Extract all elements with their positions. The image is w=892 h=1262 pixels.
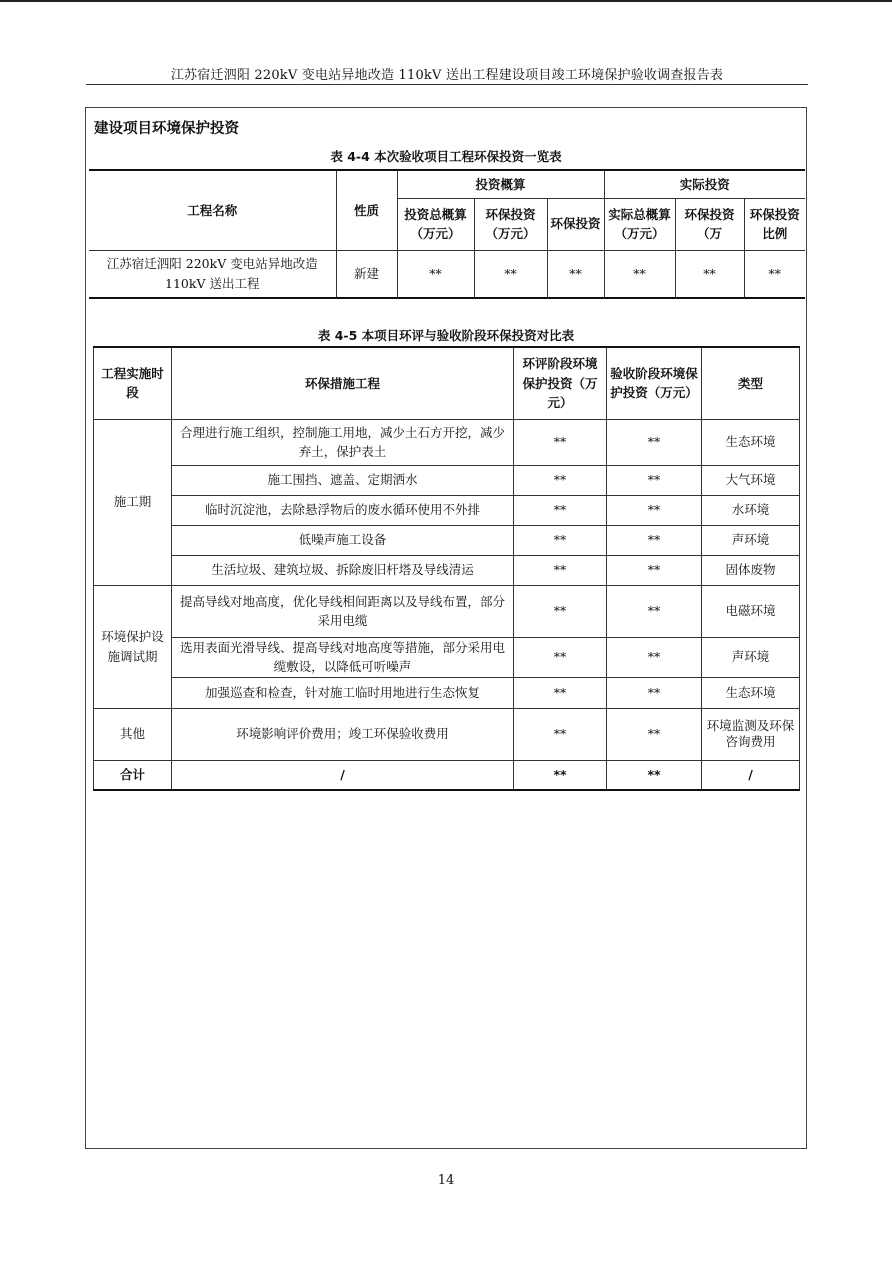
header-actual-total: 实际总概算（万元） [604, 198, 675, 250]
measure-cell: 临时沉淀池，去除悬浮物后的废水循环使用不外排 [172, 495, 514, 525]
header-actual-ratio: 环保投资比例 [744, 198, 805, 250]
eia-cell: ** [514, 419, 607, 465]
measure-cell: 生活垃圾、建筑垃圾、拆除废旧杆塔及导线清运 [172, 555, 514, 585]
type-cell: 声环境 [702, 525, 800, 555]
header-actual-investment: 实际投资 [604, 170, 805, 198]
eia-cell: ** [514, 465, 607, 495]
value-cell: ** [397, 250, 474, 298]
eia-cell: ** [514, 708, 607, 760]
type-cell: 大气环境 [702, 465, 800, 495]
acceptance-cell: ** [607, 419, 702, 465]
total-measure-cell: / [172, 760, 514, 790]
measure-cell: 加强巡查和检查，针对施工临时用地进行生态恢复 [172, 677, 514, 708]
type-cell: 声环境 [702, 637, 800, 677]
measure-cell: 提高导线对地高度，优化导线相间距离以及导线布置，部分采用电缆 [172, 585, 514, 637]
total-acceptance-cell: ** [607, 760, 702, 790]
table-row [94, 637, 800, 677]
top-border-line [0, 0, 892, 2]
type-cell: 水环境 [702, 495, 800, 525]
table-row [94, 495, 800, 525]
type-cell: 固体废物 [702, 555, 800, 585]
header-type: 类型 [702, 347, 800, 419]
eia-cell: ** [514, 555, 607, 585]
acceptance-cell: ** [607, 637, 702, 677]
table-4-4-caption: 表 4-4 本次验收项目工程环保投资一览表 [330, 149, 562, 164]
total-eia-cell: ** [514, 760, 607, 790]
project-name-cell: 江苏宿迁泗阳 220kV 变电站异地改造 110kV 送出工程 [89, 250, 336, 298]
value-cell: ** [675, 250, 744, 298]
acceptance-cell: ** [607, 525, 702, 555]
header-measure: 环保措施工程 [172, 347, 514, 419]
type-cell: 环境监测及环保咨询费用 [702, 708, 800, 760]
header-budget-estimate: 投资概算 [397, 170, 604, 198]
type-cell: 生态环境 [702, 677, 800, 708]
header-project-name: 工程名称 [89, 170, 336, 250]
table-4-4 [89, 169, 805, 299]
total-label: 合计 [94, 760, 172, 790]
value-cell: ** [744, 250, 805, 298]
type-cell: 生态环境 [702, 419, 800, 465]
table-row [94, 708, 800, 760]
acceptance-cell: ** [607, 465, 702, 495]
phase-cell: 环境保护设施调试期 [94, 585, 172, 708]
header-budget-env-short: 环保投资 [547, 198, 604, 250]
table-4-5-caption: 表 4-5 本项目环评与验收阶段环保投资对比表 [317, 328, 575, 343]
eia-cell: ** [514, 525, 607, 555]
eia-cell: ** [514, 585, 607, 637]
value-cell: ** [604, 250, 675, 298]
type-cell: 电磁环境 [702, 585, 800, 637]
value-cell: ** [474, 250, 547, 298]
table-row [94, 585, 800, 637]
header-nature: 性质 [336, 170, 397, 250]
section-title: 建设项目环境保护投资 [94, 121, 239, 137]
header-actual-env: 环保投资（万 [675, 198, 744, 250]
table-row [94, 677, 800, 708]
measure-cell: 施工围挡、遮盖、定期洒水 [172, 465, 514, 495]
value-cell: ** [547, 250, 604, 298]
table-row [94, 465, 800, 495]
total-type-cell: / [702, 760, 800, 790]
header-phase: 工程实施时段 [94, 347, 172, 419]
header-acceptance-investment: 验收阶段环境保护投资（万元） [607, 347, 702, 419]
table-row [94, 525, 800, 555]
measure-cell: 环境影响评价费用；竣工环保验收费用 [172, 708, 514, 760]
page-number: 14 [437, 1173, 455, 1188]
header-budget-total: 投资总概算（万元） [397, 198, 474, 250]
measure-cell: 合理进行施工组织，控制施工用地，减少土石方开挖，减少弃土，保护表土 [172, 419, 514, 465]
eia-cell: ** [514, 637, 607, 677]
phase-cell: 其他 [94, 708, 172, 760]
acceptance-cell: ** [607, 585, 702, 637]
table-row [94, 555, 800, 585]
phase-cell: 施工期 [94, 419, 172, 585]
eia-cell: ** [514, 677, 607, 708]
table-4-5 [93, 346, 800, 791]
header-budget-env: 环保投资（万元） [474, 198, 547, 250]
header-rule [86, 84, 808, 85]
table-row [89, 250, 805, 298]
running-header: 江苏宿迁泗阳 220kV 变电站异地改造 110kV 送出工程建设项目竣工环境保护验收调查报告表 [170, 68, 724, 83]
measure-cell: 选用表面光滑导线、提高导线对地高度等措施，部分采用电缆敷设，以降低可听噪声 [172, 637, 514, 677]
header-eia-investment: 环评阶段环境保护投资（万元） [514, 347, 607, 419]
nature-cell: 新建 [336, 250, 397, 298]
total-row [94, 760, 800, 790]
acceptance-cell: ** [607, 495, 702, 525]
acceptance-cell: ** [607, 677, 702, 708]
acceptance-cell: ** [607, 555, 702, 585]
table-row [94, 419, 800, 465]
acceptance-cell: ** [607, 708, 702, 760]
measure-cell: 低噪声施工设备 [172, 525, 514, 555]
eia-cell: ** [514, 495, 607, 525]
